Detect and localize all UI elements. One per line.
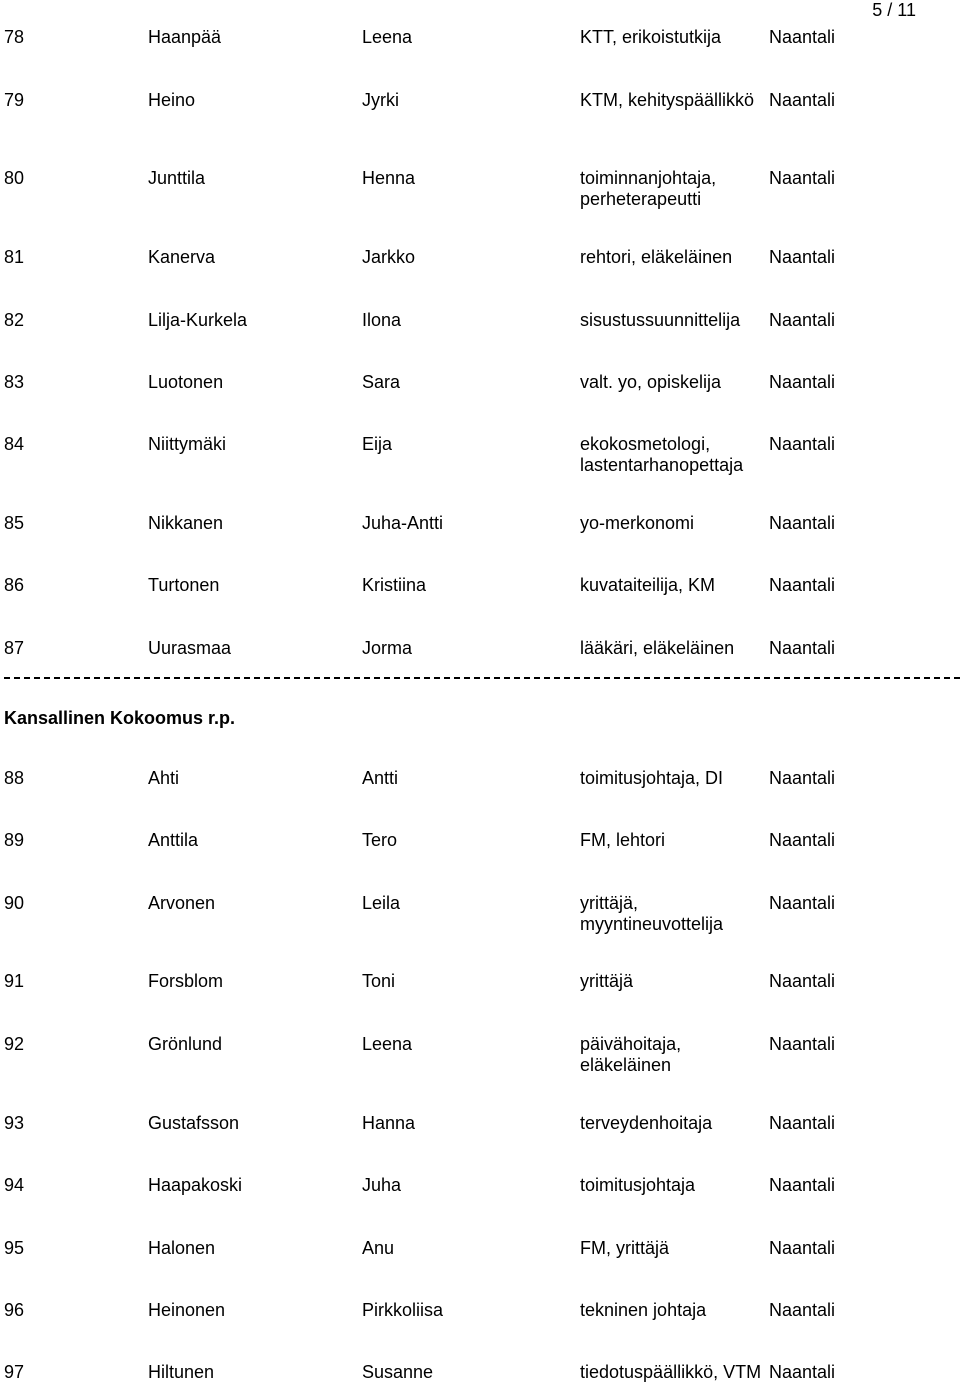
last-name: Uurasmaa bbox=[148, 638, 232, 658]
city: Naantali bbox=[769, 575, 836, 595]
last-name: Hiltunen bbox=[148, 1362, 215, 1382]
first-name: Ilona bbox=[362, 310, 402, 330]
last-name: Kanerva bbox=[148, 247, 216, 267]
occupation: valt. yo, opiskelija bbox=[580, 372, 722, 392]
last-name: Haanpää bbox=[148, 27, 222, 47]
last-name: Heinonen bbox=[148, 1300, 226, 1320]
city: Naantali bbox=[769, 1238, 836, 1258]
candidate-number: 79 bbox=[4, 90, 25, 110]
first-name: Juha bbox=[362, 1175, 402, 1195]
candidate-number: 90 bbox=[4, 893, 25, 913]
last-name: Halonen bbox=[148, 1238, 216, 1258]
first-name: Tero bbox=[362, 830, 398, 850]
first-name: Juha-Antti bbox=[362, 513, 444, 533]
candidate-number: 95 bbox=[4, 1238, 25, 1258]
city: Naantali bbox=[769, 1175, 836, 1195]
city: Naantali bbox=[769, 1362, 836, 1382]
first-name: Jorma bbox=[362, 638, 413, 658]
occupation: KTT, erikoistutkija bbox=[580, 27, 722, 47]
first-name: Jarkko bbox=[362, 247, 416, 267]
occupation: rehtori, eläkeläinen bbox=[580, 247, 733, 267]
city: Naantali bbox=[769, 638, 836, 658]
city: Naantali bbox=[769, 247, 836, 267]
occupation: yrittäjä bbox=[580, 971, 634, 991]
candidate-number: 89 bbox=[4, 830, 25, 850]
last-name: Grönlund bbox=[148, 1034, 223, 1054]
occupation: tekninen johtaja bbox=[580, 1300, 707, 1320]
occupation: yo-merkonomi bbox=[580, 513, 695, 533]
candidate-number: 87 bbox=[4, 638, 25, 658]
city: Naantali bbox=[769, 1034, 836, 1054]
first-name: Eija bbox=[362, 434, 393, 454]
city: Naantali bbox=[769, 310, 836, 330]
candidate-number: 85 bbox=[4, 513, 25, 533]
occupation: kuvataiteilija, KM bbox=[580, 575, 716, 595]
occupation: sisustussuunnittelija bbox=[580, 310, 741, 330]
occupation: lääkäri, eläkeläinen bbox=[580, 638, 735, 658]
last-name: Lilja-Kurkela bbox=[148, 310, 248, 330]
occupation: yrittäjä, myyntineuvottelija bbox=[580, 893, 724, 934]
occupation: toimitusjohtaja bbox=[580, 1175, 696, 1195]
city: Naantali bbox=[769, 830, 836, 850]
first-name: Hanna bbox=[362, 1113, 416, 1133]
first-name: Antti bbox=[362, 768, 399, 788]
first-name: Henna bbox=[362, 168, 416, 188]
candidate-number: 92 bbox=[4, 1034, 25, 1054]
occupation: toiminnanjohtaja, perheterapeutti bbox=[580, 168, 717, 209]
occupation: tiedotuspäällikkö, VTM bbox=[580, 1362, 762, 1382]
candidate-number: 96 bbox=[4, 1300, 25, 1320]
occupation: FM, yrittäjä bbox=[580, 1238, 670, 1258]
city: Naantali bbox=[769, 1113, 836, 1133]
last-name: Niittymäki bbox=[148, 434, 227, 454]
occupation: ekokosmetologi, lastentarhanopettaja bbox=[580, 434, 744, 475]
last-name: Forsblom bbox=[148, 971, 224, 991]
candidate-number: 78 bbox=[4, 27, 25, 47]
last-name: Arvonen bbox=[148, 893, 216, 913]
party-heading: Kansallinen Kokoomus r.p. bbox=[4, 708, 236, 728]
first-name: Toni bbox=[362, 971, 396, 991]
first-name: Sara bbox=[362, 372, 401, 392]
first-name: Leena bbox=[362, 1034, 413, 1054]
last-name: Haapakoski bbox=[148, 1175, 243, 1195]
last-name: Anttila bbox=[148, 830, 199, 850]
city: Naantali bbox=[769, 168, 836, 188]
city: Naantali bbox=[769, 893, 836, 913]
candidate-number: 88 bbox=[4, 768, 25, 788]
city: Naantali bbox=[769, 27, 836, 47]
city: Naantali bbox=[769, 971, 836, 991]
last-name: Turtonen bbox=[148, 575, 220, 595]
occupation: terveydenhoitaja bbox=[580, 1113, 713, 1133]
page-number: 5 / 11 bbox=[872, 0, 916, 20]
candidate-number: 94 bbox=[4, 1175, 25, 1195]
candidate-number: 84 bbox=[4, 434, 25, 454]
last-name: Ahti bbox=[148, 768, 180, 788]
occupation: toimitusjohtaja, DI bbox=[580, 768, 724, 788]
first-name: Leena bbox=[362, 27, 413, 47]
first-name: Jyrki bbox=[362, 90, 399, 110]
candidate-number: 91 bbox=[4, 971, 25, 991]
last-name: Luotonen bbox=[148, 372, 224, 392]
first-name: Leila bbox=[362, 893, 401, 913]
city: Naantali bbox=[769, 434, 836, 454]
candidate-number: 86 bbox=[4, 575, 25, 595]
candidate-number: 93 bbox=[4, 1113, 25, 1133]
city: Naantali bbox=[769, 372, 836, 392]
first-name: Pirkkoliisa bbox=[362, 1300, 444, 1320]
dashed-divider bbox=[4, 677, 960, 679]
occupation: päivähoitaja, eläkeläinen bbox=[580, 1034, 682, 1075]
candidate-number: 82 bbox=[4, 310, 25, 330]
city: Naantali bbox=[769, 90, 836, 110]
first-name: Anu bbox=[362, 1238, 395, 1258]
last-name: Gustafsson bbox=[148, 1113, 240, 1133]
candidate-number: 80 bbox=[4, 168, 25, 188]
occupation: KTM, kehityspäällikkö bbox=[580, 90, 755, 110]
candidate-number: 83 bbox=[4, 372, 25, 392]
first-name: Kristiina bbox=[362, 575, 427, 595]
occupation: FM, lehtori bbox=[580, 830, 666, 850]
city: Naantali bbox=[769, 1300, 836, 1320]
first-name: Susanne bbox=[362, 1362, 434, 1382]
candidate-number: 81 bbox=[4, 247, 25, 267]
candidate-number: 97 bbox=[4, 1362, 25, 1382]
last-name: Nikkanen bbox=[148, 513, 224, 533]
last-name: Heino bbox=[148, 90, 196, 110]
city: Naantali bbox=[769, 768, 836, 788]
city: Naantali bbox=[769, 513, 836, 533]
last-name: Junttila bbox=[148, 168, 206, 188]
